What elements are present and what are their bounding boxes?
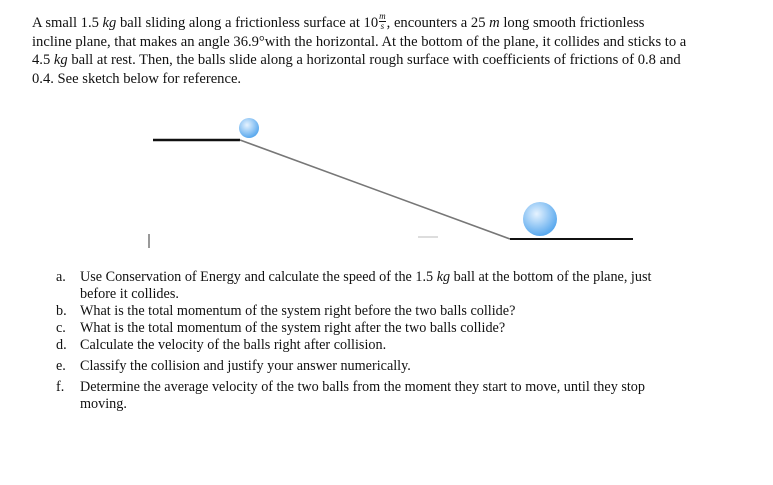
large-ball-4-5kg xyxy=(523,202,557,236)
question-list xyxy=(56,269,756,413)
problem-line-1: A small 1.5 kg ball sliding along a frictionless surface at 10 $\frac{m}{s}$ , encounters a 25 m long smooth frictionless xyxy=(32,11,645,32)
question-d: d. Calculate the velocity of the balls right after collision. xyxy=(56,337,387,353)
unit-fraction-m-per-s: $\frac{m}{s}$ xyxy=(379,11,386,32)
incline-plane-line xyxy=(240,140,510,239)
question-c: c. What is the total momentum of the system right after the two balls collide? xyxy=(56,320,506,336)
problem-line-3: 4.5 kg ball at rest. Then, the balls slide along a horizontal rough surface with coefficients of frictions of 0.8 and xyxy=(32,52,681,69)
problem-line-2: incline plane, that makes an angle 36.9°with the horizontal. At the bottom of the plane, it collides and sticks to a xyxy=(32,34,687,51)
question-e: e. Classify the collision and justify your answer numerically. xyxy=(56,358,411,374)
small-ball-1-5kg xyxy=(239,118,259,138)
question-a: a. Use Conservation of Energy and calculate the speed of the 1.5 kg ball at the bottom of the plane, just before it collides. xyxy=(56,269,652,302)
problem-line-4: 0.4. See sketch below for reference. xyxy=(32,70,242,87)
question-b: b. What is the total momentum of the system right before the two balls collide? xyxy=(56,303,516,319)
unit-m: m xyxy=(489,15,500,31)
unit-kg: kg xyxy=(102,15,117,31)
question-f: f. Determine the average velocity of the two balls from the moment they start to move, until they stop moving. xyxy=(56,379,645,412)
